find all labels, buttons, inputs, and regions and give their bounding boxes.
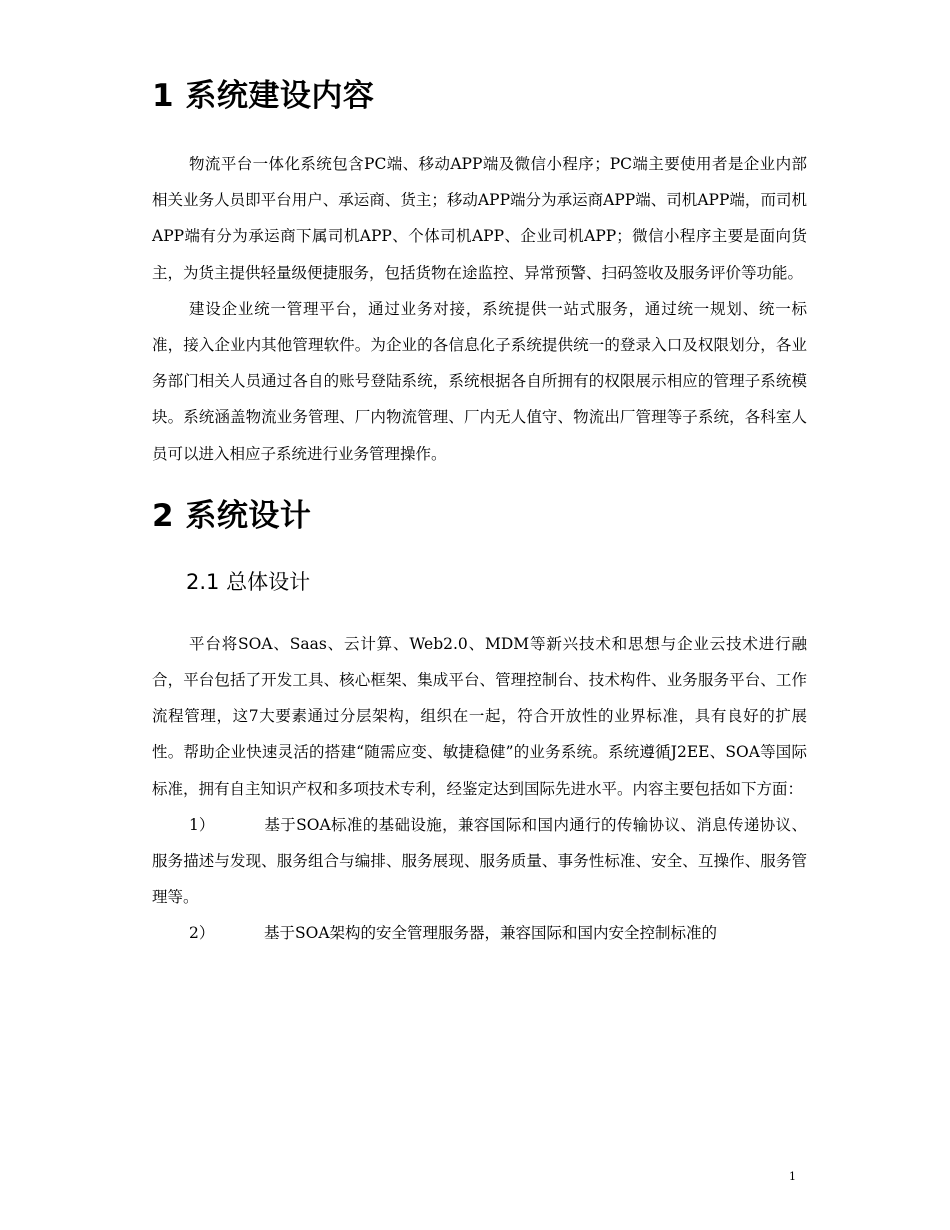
section-1-paragraph-1: 物流平台一体化系统包含PC端、移动APP端及微信小程序；PC端主要使用者是企业内部相关业务人员即平台用户、承运商、货主；移动APP端分为承运商APP端、司机APP端，而司机APP端有分为承运商下属司机APP、个体司机APP、企业司机APP；微信小程序主要是面向货主，为货主提供轻量级便捷服务，包括货物在途监控、异常预警、扫码签收及服务评价等功能。: [152, 155, 807, 282]
list-item-number: 1）: [189, 815, 215, 834]
subsection-2-1-heading: 2.1 总体设计: [186, 569, 311, 594]
page-number: 1: [789, 1170, 796, 1183]
list-item-number: 2）: [189, 924, 215, 943]
subsection-2-1-paragraph: 平台将SOA、Saas、云计算、Web2.0、MDM等新兴技术和思想与企业云技术进行融合，平台包括了开发工具、核心框架、集成平台、管理控制台、技术构件、业务服务平台、工作流程管理，这7大要素通过分层架构，组织在一起，符合开放性的业界标准，具有良好的扩展性。帮助企业快速灵活的搭建“随需应变、敏捷稳健”的业务系统。系统遵循J2EE、SOA等国际标准，拥有自主知识产权和多项技术专利，经鉴定达到国际先进水平。内容主要包括如下方面：: [152, 634, 807, 798]
section-1-paragraph-2: 建设企业统一管理平台，通过业务对接，系统提供一站式服务，通过统一规划、统一标准，接入企业内其他管理软件。为企业的各信息化子系统提供统一的登录入口及权限划分，各业务部门相关人员通过各自的账号登陆系统，系统根据各自所拥有的权限展示相应的管理子系统模块。系统涵盖物流业务管理、厂内物流管理、厂内无人值守、物流出厂管理等子系统，各科室人员可以进入相应子系统进行业务管理操作。: [152, 299, 807, 463]
section-1-heading: 1 系统建设内容: [152, 78, 375, 114]
section-2-heading: 2 系统设计: [152, 497, 312, 534]
page-content: [152, 70, 807, 952]
list-item: [152, 915, 807, 951]
list-item-text: 基于SOA标准的基础设施，兼容国际和国内通行的传输协议、消息传递协议、服务描述与发现、服务组合与编排、服务展现、服务质量、事务性标准、安全、互操作、服务管理等。: [152, 815, 807, 907]
list-item: [152, 807, 807, 916]
list-item-text: 基于SOA架构的安全管理服务器，兼容国际和国内安全控制标准的: [264, 924, 718, 943]
